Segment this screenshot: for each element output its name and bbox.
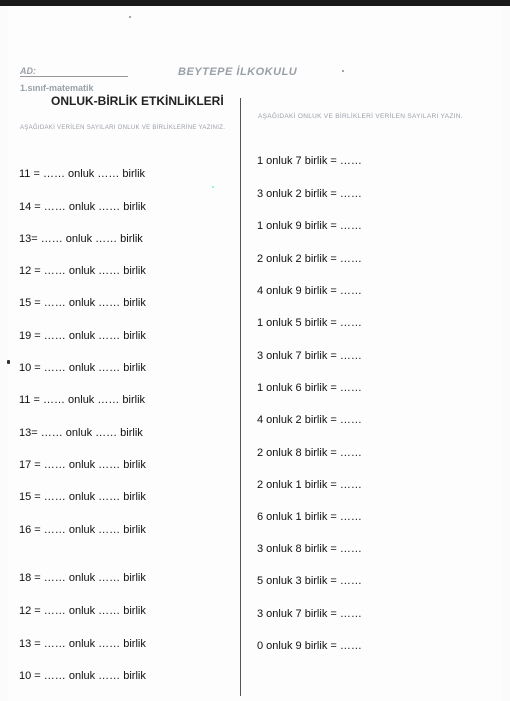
left-exercise-row: 15 = …… onluk …… birlik: [19, 297, 146, 309]
worksheet-title: ONLUK-BİRLİK ETKİNLİKLERİ: [51, 94, 224, 108]
right-exercise-row: 5 onluk 3 birlik = ……: [257, 575, 362, 587]
right-exercise-row: 1 onluk 7 birlik = ……: [257, 155, 362, 167]
right-exercise-row: 6 onluk 1 birlik = ……: [257, 511, 362, 523]
right-exercise-row: 1 onluk 6 birlik = ……: [257, 382, 362, 394]
school-name: BEYTEPE İLKOKULU: [178, 66, 298, 78]
right-exercise-row: 2 onluk 2 birlik = ……: [257, 253, 362, 265]
left-exercise-row: 11 = …… onluk …… birlik: [19, 394, 146, 406]
left-exercise-row: 12 = …… onluk …… birlik: [19, 265, 146, 277]
right-instruction: AŞAĞIDAKİ ONLUK VE BİRLİKLERİ VERİLEN SAYILARI YAZIN.: [258, 113, 463, 120]
left-exercise-row: 13 = …… onluk …… birlik: [19, 638, 146, 650]
left-exercise-row: 10 = …… onluk …… birlik: [19, 670, 146, 682]
name-line: [20, 76, 128, 77]
left-exercise-row: 18 = …… onluk …… birlik: [19, 572, 146, 584]
left-exercise-row: 14 = …… onluk …… birlik: [19, 201, 146, 213]
scan-speck: [212, 186, 214, 188]
worksheet-page: [8, 6, 502, 701]
left-exercise-row: 10 = …… onluk …… birlik: [19, 362, 146, 374]
left-exercise-row: 17 = …… onluk …… birlik: [19, 459, 146, 471]
left-exercise-row: 13= …… onluk …… birlik: [19, 427, 143, 439]
right-exercise-row: 2 onluk 8 birlik = ……: [257, 447, 362, 459]
left-exercise-row: 12 = …… onluk …… birlik: [19, 605, 146, 617]
name-label: AD:: [20, 66, 36, 76]
right-exercise-row: 3 onluk 7 birlik = ……: [257, 608, 362, 620]
left-exercise-row: 19 = …… onluk …… birlik: [19, 330, 146, 342]
left-exercise-row: 15 = …… onluk …… birlik: [19, 491, 146, 503]
right-exercise-row: 4 onluk 2 birlik = ……: [257, 414, 362, 426]
scan-speck: [129, 16, 131, 18]
right-exercise-row: 4 onluk 9 birlik = ……: [257, 285, 362, 297]
left-exercise-row: 11 = …… onluk …… birlik: [19, 168, 146, 180]
left-exercise-row: 16 = …… onluk …… birlik: [19, 524, 146, 536]
right-exercise-row: 3 onluk 2 birlik = ……: [257, 188, 362, 200]
scan-speck: [342, 70, 344, 72]
right-exercise-row: 2 onluk 1 birlik = ……: [257, 479, 362, 491]
right-exercise-row: 0 onluk 9 birlik = ……: [257, 640, 362, 652]
right-exercise-row: 3 onluk 8 birlik = ……: [257, 543, 362, 555]
right-exercise-row: 1 onluk 9 birlik = ……: [257, 220, 362, 232]
scan-speck: [7, 360, 10, 364]
class-label: 1.sınıf-matematik: [20, 83, 94, 93]
right-exercise-row: 3 onluk 7 birlik = ……: [257, 350, 362, 362]
right-exercise-row: 1 onluk 5 birlik = ……: [257, 317, 362, 329]
column-divider: [240, 98, 241, 696]
left-instruction: AŞAĞIDAKİ VERİLEN SAYILARI ONLUK VE BİRLİKLERİNE YAZINIZ.: [20, 125, 226, 131]
left-exercise-row: 13= …… onluk …… birlik: [19, 233, 143, 245]
